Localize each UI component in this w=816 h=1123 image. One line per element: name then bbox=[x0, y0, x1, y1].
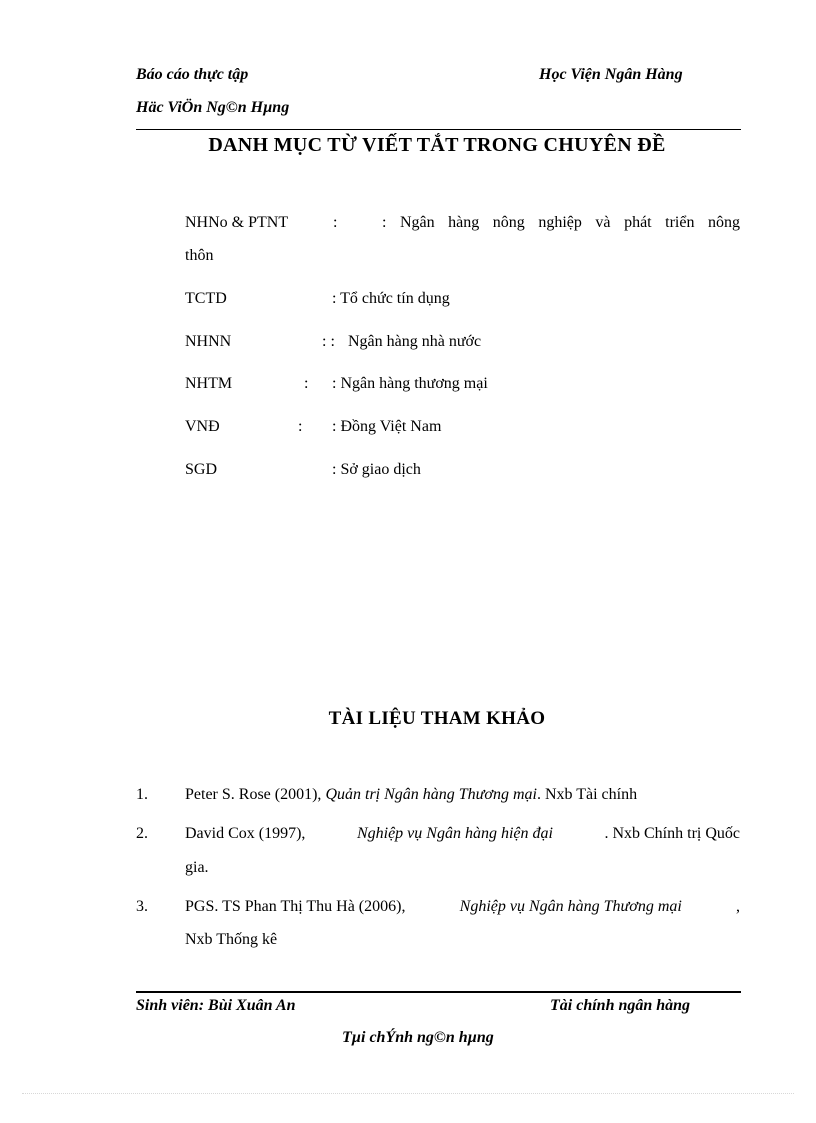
abbr-term: NHNo & PTNT bbox=[185, 214, 289, 231]
footer-garbled-text: Tµi chÝnh ng©n hµng bbox=[342, 1029, 494, 1046]
abbr-separator: : : bbox=[322, 333, 335, 350]
reference-title: Nghiệp vụ Ngân hàng hiện đại bbox=[356, 825, 553, 842]
abbreviations-title: DANH MỤC TỪ VIẾT TẮT TRONG CHUYÊN ĐỀ bbox=[208, 134, 666, 156]
reference-author: Peter S. Rose (2001), bbox=[185, 786, 326, 803]
reference-number: 1. bbox=[136, 786, 148, 803]
reference-entry bbox=[185, 898, 740, 916]
reference-entry bbox=[185, 786, 637, 804]
abbr-meaning: : Sở giao dịch bbox=[332, 461, 421, 478]
reference-author: David Cox (1997), bbox=[185, 825, 306, 842]
reference-entry-continued: Nxb Thống kê bbox=[185, 931, 278, 948]
abbr-term: TCTD bbox=[185, 290, 227, 307]
abbr-term: VNĐ bbox=[185, 418, 220, 435]
abbr-term: SGD bbox=[185, 461, 218, 478]
reference-author: PGS. TS Phan Thị Thu Hà (2006), bbox=[185, 898, 406, 915]
abbr-separator: : bbox=[333, 214, 338, 231]
footer-right-text: Tài chính ngân hàng bbox=[550, 997, 691, 1014]
page-bottom-dotted-line bbox=[22, 1093, 794, 1094]
reference-title: Quản trị Ngân hàng Thương mại bbox=[325, 786, 537, 803]
abbr-separator: : bbox=[298, 418, 303, 435]
reference-entry bbox=[185, 825, 740, 843]
footer-left-text: Sinh viên: Bùi Xuân An bbox=[136, 997, 296, 1014]
references-title: TÀI LIỆU THAM KHẢO bbox=[328, 708, 546, 729]
header-left-text: Báo cáo thực tập bbox=[136, 66, 249, 83]
reference-number: 2. bbox=[136, 825, 148, 842]
reference-publisher: . Nxb Tài chính bbox=[536, 786, 638, 803]
header-rule bbox=[136, 129, 741, 130]
reference-title: Nghiệp vụ Ngân hàng Thương mại bbox=[459, 898, 682, 915]
abbr-meaning: : Tổ chức tín dụng bbox=[332, 290, 450, 307]
header-right-text: Học Viện Ngân Hàng bbox=[539, 66, 683, 83]
abbr-meaning: : Ngân hàng nông nghiệp và phát triển nông bbox=[382, 214, 740, 231]
reference-number: 3. bbox=[136, 898, 148, 915]
abbr-meaning-continued: thôn bbox=[185, 247, 214, 264]
reference-entry-continued: gia. bbox=[185, 859, 209, 876]
abbr-meaning: : Ngân hàng thương mại bbox=[332, 375, 488, 392]
abbr-meaning: Ngân hàng nhà nước bbox=[348, 333, 482, 350]
footer-rule bbox=[136, 991, 741, 993]
abbr-meaning: : Đồng Việt Nam bbox=[332, 418, 442, 435]
abbr-separator: : bbox=[304, 375, 309, 392]
reference-publisher: , bbox=[736, 898, 740, 915]
abbr-term: NHNN bbox=[185, 333, 232, 350]
abbr-term: NHTM bbox=[185, 375, 233, 392]
reference-publisher: . Nxb Chính trị Quốc bbox=[604, 825, 740, 842]
header-garbled-text: Häc ViÖn Ng©n Hµng bbox=[136, 99, 290, 116]
